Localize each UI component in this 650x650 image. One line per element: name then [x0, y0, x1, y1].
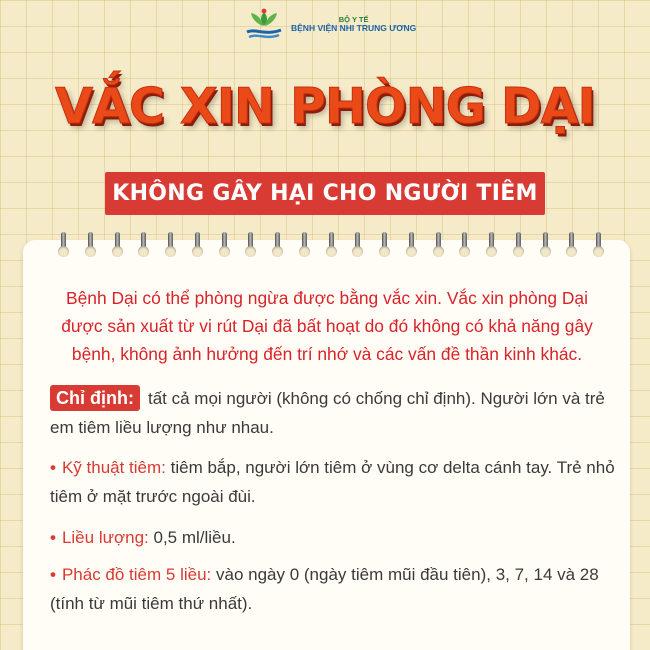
spiral-ring [462, 232, 467, 254]
list-item-dosage [50, 523, 615, 552]
logo-org-text: BỘ Y TẾ [338, 15, 369, 25]
spiral-ring [596, 232, 601, 254]
spiral-binding [61, 232, 601, 254]
spiral-ring [382, 232, 387, 254]
indication-text: tất cả mọi người (không có chống chỉ định). Người lớn và trẻ em tiêm liều lượng như nhau. [50, 389, 605, 437]
item-key: Liều lượng: [61, 528, 149, 547]
spiral-ring [329, 232, 334, 254]
list-item-technique [50, 453, 615, 511]
hospital-leaf-icon [243, 8, 285, 42]
spiral-ring [141, 232, 146, 254]
spiral-ring [302, 232, 307, 254]
indication-paragraph [50, 384, 615, 442]
subtitle-banner [105, 172, 545, 215]
spiral-ring [222, 232, 227, 254]
logo-hospital-name: BỆNH VIỆN NHI TRUNG ƯƠNG [291, 23, 417, 34]
spiral-ring [516, 232, 521, 254]
page-title: VẮC XIN PHÒNG DẠI [55, 78, 595, 135]
indication-label: Chỉ định: [50, 385, 140, 411]
hospital-logo [243, 8, 416, 42]
intro-paragraph: Bệnh Dại có thể phòng ngừa được bằng vắc xin. Vắc xin phòng Dại được sản xuất từ vi rút Dại đã bất hoạt do đó không có khả năng gây bệnh, không ảnh hưởng đến trí nhớ và các vấn đề thần kinh khác. [61, 288, 593, 364]
spiral-ring [195, 232, 200, 254]
item-key: Phác đồ tiêm 5 liều: [61, 565, 212, 584]
spiral-ring [248, 232, 253, 254]
list-item-schedule [50, 560, 615, 618]
item-text: 0,5 ml/liều. [148, 528, 236, 547]
spiral-ring [88, 232, 93, 254]
bullet-icon: • [50, 528, 56, 547]
item-text: vào ngày 0 (ngày tiêm mũi đầu tiên), 3, 7, 14 và 28 (tính từ mũi tiêm thứ nhất). [50, 565, 599, 613]
spiral-ring [489, 232, 494, 254]
spiral-ring [168, 232, 173, 254]
spiral-ring [543, 232, 548, 254]
spiral-ring [275, 232, 280, 254]
spiral-ring [436, 232, 441, 254]
item-key: Kỹ thuật tiêm: [61, 458, 166, 477]
spiral-ring [115, 232, 120, 254]
spiral-ring [61, 232, 66, 254]
item-text: tiêm bắp, người lớn tiêm ở vùng cơ delta cánh tay. Trẻ nhỏ tiêm ở mặt trước ngoài đùi. [50, 458, 615, 506]
notebook-card [23, 240, 630, 650]
spiral-ring [569, 232, 574, 254]
spiral-ring [355, 232, 360, 254]
bullet-icon: • [50, 458, 56, 477]
bullet-icon: • [50, 565, 56, 584]
subtitle-text: KHÔNG GÂY HẠI CHO NGƯỜI TIÊM [112, 181, 538, 206]
spiral-ring [409, 232, 414, 254]
